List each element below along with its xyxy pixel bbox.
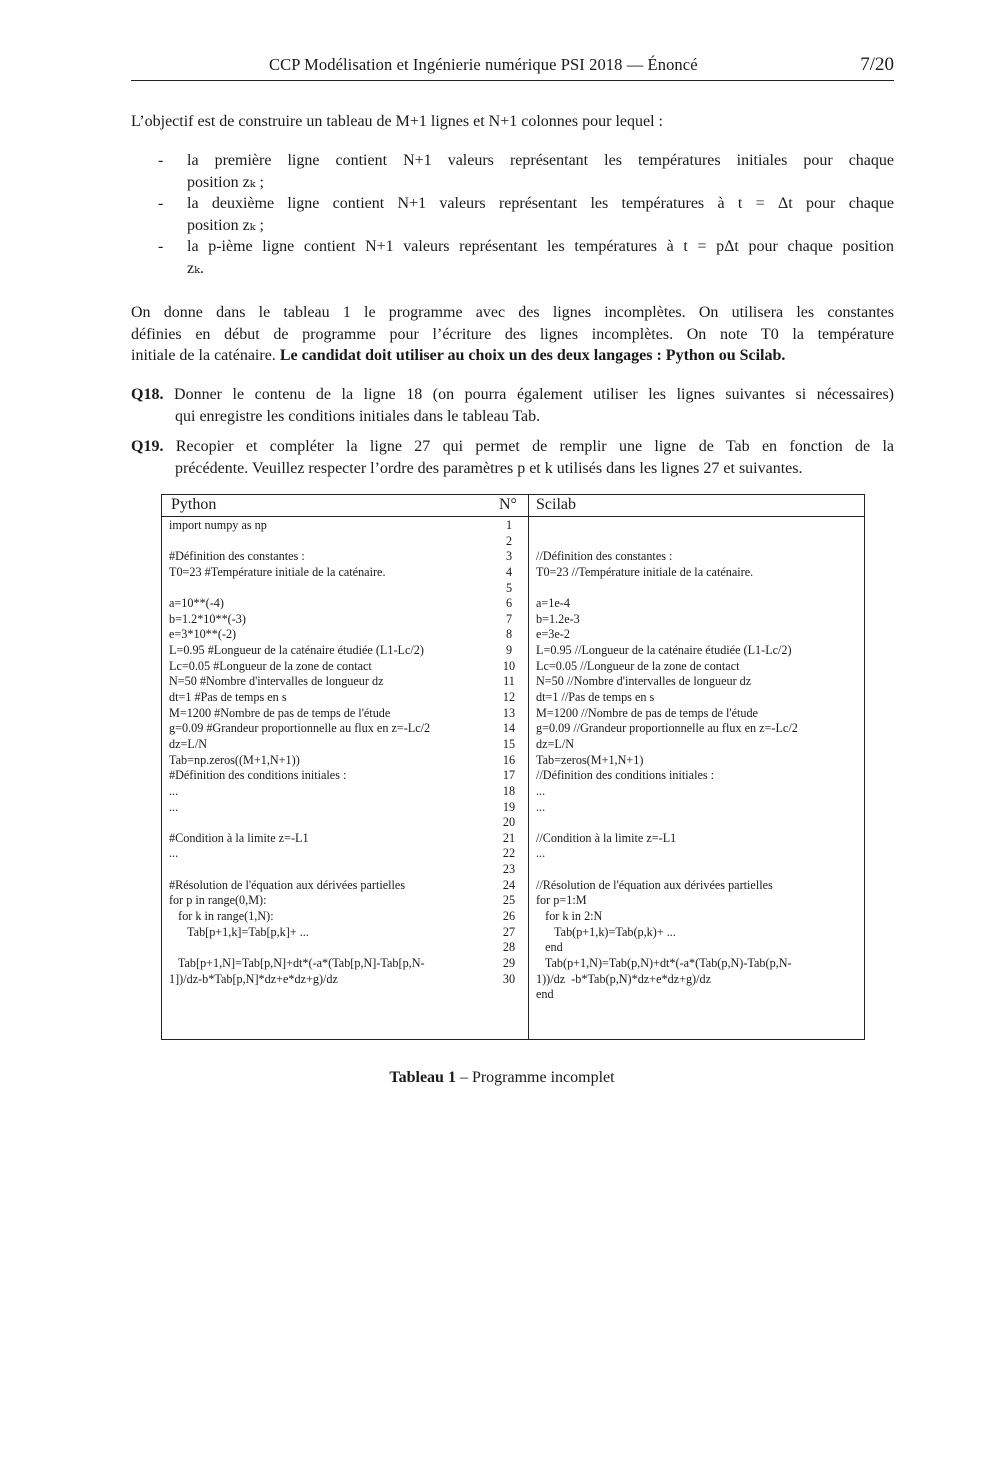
question-text: qui enregistre les conditions initiales dans le tableau Tab. (175, 407, 541, 425)
table-row (162, 815, 864, 831)
line-number: 30 (502, 971, 516, 986)
list-item (131, 150, 894, 193)
header-title: CCP Modélisation et Ingénierie numérique PSI 2018 — Énoncé (269, 55, 698, 74)
scilab-code: Tab(p+1,N)=Tab(p,N)+dt*(-a*(Tab(p,N)-Tab(p,N- (536, 955, 792, 970)
python-code: N=50 #Nombre d'intervalles de longueur dz (169, 674, 384, 689)
python-code: L=0.95 #Longueur de la caténaire étudiée (L1-Lc/2) (169, 643, 424, 658)
python-code: Tab[p+1,k]=Tab[p,k]+ ... (169, 924, 309, 939)
page-number: 7/20 (860, 54, 894, 75)
table-row (162, 518, 864, 534)
table-row (162, 862, 864, 878)
bullet-line: zₖ. (187, 259, 204, 277)
page-header (131, 54, 894, 81)
line-number: 1 (505, 518, 513, 532)
python-code: a=10**(-4) (169, 596, 224, 611)
python-code: M=1200 #Nombre de pas de temps de l'étude (169, 705, 391, 720)
python-code: import numpy as np (169, 518, 267, 532)
python-code: ... (169, 799, 179, 814)
table-row (162, 956, 864, 972)
table-row (162, 659, 864, 675)
scilab-code: for p=1:M (536, 893, 587, 908)
line-number: 29 (502, 955, 516, 970)
table-row (162, 893, 864, 909)
list-item (131, 236, 894, 279)
line-number: 7 (505, 611, 513, 626)
python-code: #Résolution de l'équation aux dérivées partielles (169, 877, 406, 892)
header-scilab: Scilab (536, 496, 576, 513)
line-number: 6 (505, 596, 513, 611)
scilab-code: L=0.95 //Longueur de la caténaire étudiée (L1-Lc/2) (536, 643, 792, 658)
scilab-code: for k in 2:N (536, 909, 603, 924)
caption-label: Tableau 1 (389, 1069, 456, 1086)
line-number: 10 (502, 658, 516, 673)
line-number: 20 (502, 815, 516, 830)
table-row (162, 784, 864, 800)
scilab-code: g=0.09 //Grandeur proportionnelle au flux en z=-Lc/2 (536, 721, 798, 736)
bullet-list (131, 150, 894, 279)
scilab-code: //Définition des constantes : (536, 549, 673, 564)
table-caption (0, 1069, 1004, 1087)
scilab-code: 1))/dz -b*Tab(p,N)*dz+e*dz+g)/dz (536, 971, 711, 986)
scilab-code: Lc=0.05 //Longueur de la zone de contact (536, 658, 740, 673)
line-number: 24 (502, 877, 516, 892)
dash-marker: - (158, 238, 164, 255)
table-row (162, 565, 864, 581)
python-code: ... (169, 846, 179, 861)
table-row (162, 627, 864, 643)
dash-marker: - (158, 152, 164, 169)
caption-text: – Programme incomplet (455, 1069, 615, 1086)
table-row (162, 972, 864, 988)
intro-text: L’objectif est de construire un tableau de M+1 lignes et N+1 colonnes pour lequel : (131, 113, 663, 130)
bullet-line: la deuxième ligne contient N+1 valeurs représentant les températures à t = Δt pour chaque (187, 195, 894, 212)
paragraph-line: définies en début de programme pour l’écriture des lignes incomplètes. On note T0 la température (131, 325, 894, 343)
question-text: précédente. Veuillez respecter l’ordre des paramètres p et k utilisés dans les lignes 27 et suivantes. (175, 459, 803, 477)
line-number: 21 (502, 830, 516, 845)
table-row (162, 925, 864, 941)
line-number: 8 (505, 627, 513, 642)
scilab-code: ... (536, 783, 546, 798)
python-code: dz=L/N (169, 736, 208, 751)
scilab-code: //Condition à la limite z=-L1 (536, 830, 677, 845)
table-row (162, 706, 864, 722)
python-code: #Définition des constantes : (169, 549, 305, 564)
python-code: g=0.09 #Grandeur proportionnelle au flux en z=-Lc/2 (169, 721, 431, 736)
paragraph-line: initiale de la caténaire. (131, 347, 280, 364)
table-row (162, 909, 864, 925)
question-label: Q18. (131, 386, 164, 403)
list-item (131, 193, 894, 236)
question-text: Recopier et compléter la ligne 27 qui permet de remplir une ligne de Tab en fonction de la (175, 438, 895, 455)
line-number: 14 (502, 721, 516, 736)
table-row (162, 753, 864, 769)
bullet-line: la p-ième ligne contient N+1 valeurs représentant les températures à t = pΔt pour chaque position (187, 238, 894, 255)
table-row (162, 596, 864, 612)
line-number: 19 (502, 799, 516, 814)
table-row (162, 549, 864, 565)
question-q18 (131, 384, 894, 427)
scilab-code: b=1.2e-3 (536, 611, 580, 626)
code-table (161, 494, 865, 1040)
question-label: Q19. (131, 438, 164, 455)
line-number: 18 (502, 783, 516, 798)
table-row (162, 612, 864, 628)
scilab-code: dz=L/N (536, 736, 575, 751)
header-python: Python (171, 496, 217, 513)
line-number: 17 (502, 768, 516, 783)
line-number: 12 (502, 690, 516, 705)
question-q19 (131, 436, 894, 479)
python-code: T0=23 #Température initiale de la caténaire. (169, 564, 386, 579)
question-text: Donner le contenu de la ligne 18 (on pourra également utiliser les lignes suivantes si nécessaires) (174, 386, 894, 403)
column-divider (528, 495, 529, 516)
line-number: 9 (505, 643, 513, 658)
scilab-code: ... (536, 799, 546, 814)
table-body (162, 518, 864, 1003)
line-number: 27 (502, 924, 516, 939)
python-code: for p in range(0,M): (169, 893, 267, 908)
table-row (162, 534, 864, 550)
table-row (162, 674, 864, 690)
python-code: ... (169, 783, 179, 798)
bullet-line: position zₖ ; (187, 216, 264, 234)
scilab-code: end (536, 940, 563, 955)
python-code: #Condition à la limite z=-L1 (169, 830, 309, 845)
table-row (162, 737, 864, 753)
scilab-code: //Résolution de l'équation aux dérivées partielles (536, 877, 773, 892)
scilab-code: T0=23 //Température initiale de la caténaire. (536, 564, 754, 579)
table-row (162, 643, 864, 659)
line-number: 25 (502, 893, 516, 908)
line-number: 15 (502, 736, 516, 751)
python-code: Lc=0.05 #Longueur de la zone de contact (169, 658, 372, 673)
line-number: 4 (505, 564, 513, 579)
line-number: 13 (502, 705, 516, 720)
table-row (162, 987, 864, 1003)
table-header (162, 495, 864, 517)
line-number: 5 (505, 580, 513, 595)
python-code: e=3*10**(-2) (169, 627, 237, 642)
header-line-number: N° (499, 496, 517, 513)
line-number: 22 (502, 846, 516, 861)
python-code: #Définition des conditions initiales : (169, 768, 347, 783)
dash-marker: - (158, 195, 164, 212)
line-number: 3 (505, 549, 513, 564)
bullet-line: position zₖ ; (187, 173, 264, 191)
scilab-code: ... (536, 846, 546, 861)
scilab-code: Tab(p+1,k)=Tab(p,k)+ ... (536, 924, 676, 939)
scilab-code: dt=1 //Pas de temps en s (536, 690, 655, 705)
python-code: Tab=np.zeros((M+1,N+1)) (169, 752, 300, 767)
scilab-code: a=1e-4 (536, 596, 570, 611)
table-row (162, 768, 864, 784)
table-row (162, 581, 864, 597)
scilab-code: e=3e-2 (536, 627, 570, 642)
table-row (162, 878, 864, 894)
paragraph-line: On donne dans le tableau 1 le programme avec des lignes incomplètes. On utilisera les constantes (131, 304, 894, 321)
table-row (162, 690, 864, 706)
scilab-code: //Définition des conditions initiales : (536, 768, 715, 783)
scilab-code: end (536, 987, 554, 1002)
table-row (162, 721, 864, 737)
scilab-code: N=50 //Nombre d'intervalles de longueur dz (536, 674, 752, 689)
table-row (162, 846, 864, 862)
scilab-code: M=1200 //Nombre de pas de temps de l'étude (536, 705, 758, 720)
python-code: b=1.2*10**(-3) (169, 611, 246, 626)
line-number: 28 (502, 940, 516, 955)
scilab-code: Tab=zeros(M+1,N+1) (536, 752, 644, 767)
paragraph-bold-note: Le candidat doit utiliser au choix un des deux langages : Python ou Scilab. (279, 347, 786, 364)
line-number: 16 (502, 752, 516, 767)
line-number: 26 (502, 909, 516, 924)
python-code: 1])/dz-b*Tab[p,N]*dz+e*dz+g)/dz (169, 971, 338, 986)
table-row (162, 831, 864, 847)
line-number: 23 (502, 862, 516, 877)
table-row (162, 800, 864, 816)
python-code: dt=1 #Pas de temps en s (169, 690, 287, 705)
instructions-paragraph (131, 302, 894, 367)
bullet-line: la première ligne contient N+1 valeurs représentant les températures initiales pour chaque (187, 152, 894, 169)
python-code: Tab[p+1,N]=Tab[p,N]+dt*(-a*(Tab[p,N]-Tab[p,N- (169, 955, 425, 970)
line-number: 2 (505, 533, 513, 548)
python-code: for k in range(1,N): (169, 909, 274, 924)
table-row (162, 940, 864, 956)
line-number: 11 (503, 674, 515, 689)
